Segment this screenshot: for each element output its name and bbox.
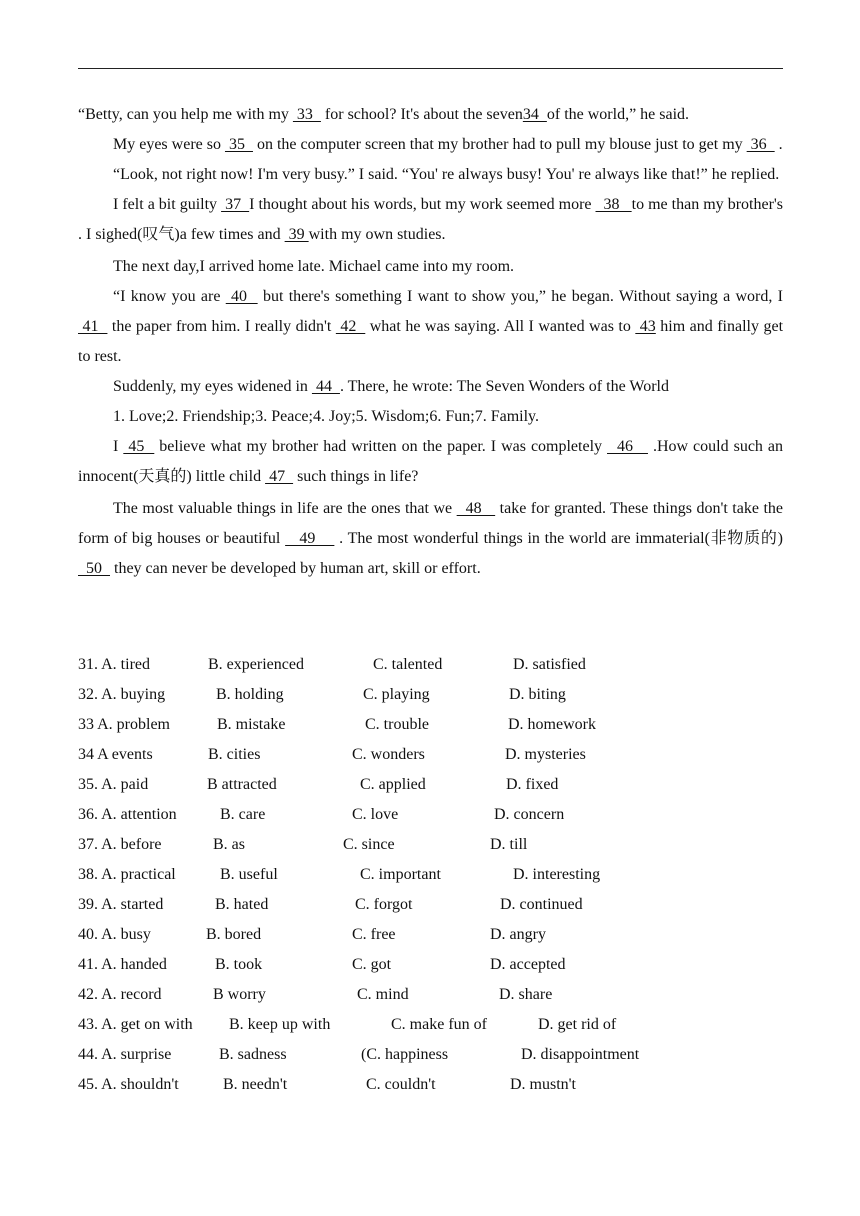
option-b: B. bored (206, 926, 262, 943)
text: . There, he wrote: The Seven Wonders of the World (339, 378, 669, 395)
paragraph-10 (78, 494, 783, 584)
blank-43: 43 (635, 318, 656, 335)
option-c: C. applied (360, 776, 426, 793)
option-row-37 (78, 830, 783, 860)
blank-38: 38 (595, 196, 632, 213)
option-d: D. mysteries (505, 746, 586, 763)
option-row-45 (78, 1070, 783, 1100)
blank-44: 44 (311, 378, 340, 395)
option-d: D. angry (490, 926, 546, 943)
text: such things in life? (293, 468, 419, 485)
option-b: B. holding (216, 686, 284, 703)
option-c: C. love (352, 806, 399, 823)
option-a: 42. A. record (78, 986, 162, 1003)
option-a: 36. A. attention (78, 806, 177, 823)
text: “I know you are (113, 288, 226, 305)
text: I (113, 438, 124, 455)
paragraph-3: “Look, not right now! I'm very busy.” I said. “You' re always busy! You' re always like that!” he replied. (113, 166, 780, 183)
option-c: C. make fun of (391, 1016, 487, 1033)
option-c: C. forgot (355, 896, 413, 913)
blank-50: 50 (78, 560, 110, 577)
option-a: 39. A. started (78, 896, 164, 913)
blank-36: 36 (746, 136, 775, 153)
option-b: B. care (220, 806, 266, 823)
option-b: B. mistake (217, 716, 286, 733)
option-c: C. important (360, 866, 441, 883)
option-d: D. homework (508, 716, 596, 733)
option-b: B attracted (207, 776, 277, 793)
option-d: D. mustn't (510, 1076, 576, 1093)
option-c: C. talented (373, 656, 443, 673)
blank-49: 49 (285, 530, 335, 547)
blank-48: 48 (456, 500, 496, 517)
option-d: D. biting (509, 686, 566, 703)
option-a: 33 A. problem (78, 716, 170, 733)
option-c: C. mind (357, 986, 409, 1003)
option-d: D. till (490, 836, 528, 853)
text: him and finally get to rest. (78, 318, 784, 365)
option-b: B worry (213, 986, 266, 1003)
option-c: C. got (352, 956, 392, 973)
option-c: C. since (343, 836, 395, 853)
blank-34: 34 (522, 106, 547, 123)
option-d: D. accepted (490, 956, 566, 973)
option-row-36 (78, 800, 783, 830)
option-b: B. cities (208, 746, 261, 763)
option-b: B. sadness (219, 1046, 287, 1063)
option-a: 34 A events (78, 746, 153, 763)
option-row-32 (78, 680, 783, 710)
option-d: D. concern (494, 806, 565, 823)
option-d: D. disappointment (521, 1046, 640, 1063)
option-b: B. needn't (223, 1076, 288, 1093)
paragraph-8: 1. Love;2. Friendship;3. Peace;4. Joy;5. Wisdom;6. Fun;7. Family. (113, 408, 540, 425)
blank-47: 47 (265, 468, 294, 485)
option-c: C. wonders (352, 746, 425, 763)
blank-41: 41 (78, 318, 108, 335)
blank-35: 35 (224, 136, 253, 153)
paragraph-1 (78, 100, 783, 130)
text: what he was saying. All I wanted was to (365, 318, 636, 335)
option-row-39 (78, 890, 783, 920)
option-a: 45. A. shouldn't (78, 1076, 179, 1093)
cloze-passage (78, 100, 783, 584)
option-row-44 (78, 1040, 783, 1070)
header-rule (78, 68, 783, 69)
text: I felt a bit guilty (113, 196, 222, 213)
text: . The most wonderful things in the world are immaterial(非物质的) (334, 530, 783, 547)
option-d: D. continued (500, 896, 583, 913)
text: “Betty, can you help me with my (78, 106, 293, 123)
option-b: B. hated (215, 896, 269, 913)
option-c: C. free (352, 926, 396, 943)
paragraph-5: The next day,I arrived home late. Michael came into my room. (113, 258, 515, 275)
text: My eyes were so (113, 136, 225, 153)
option-a: 44. A. surprise (78, 1046, 172, 1063)
option-c: C. trouble (365, 716, 429, 733)
text: take for granted. These things don't take the form of big houses or beautiful (78, 500, 784, 547)
paragraph-6 (78, 282, 783, 372)
option-d: D. interesting (513, 866, 601, 883)
blank-40: 40 (225, 288, 258, 305)
option-c: C. playing (363, 686, 430, 703)
option-b: B. keep up with (229, 1016, 331, 1033)
option-row-31 (78, 650, 783, 680)
text: with my own studies. (308, 226, 446, 243)
option-row-43 (78, 1010, 783, 1040)
option-row-40 (78, 920, 783, 950)
option-row-33 (78, 710, 783, 740)
text: Suddenly, my eyes widened in (113, 378, 312, 395)
text: The most valuable things in life are the ones that we (113, 500, 457, 517)
option-c: (C. happiness (361, 1046, 449, 1063)
blank-46: 46 (607, 438, 648, 455)
option-row-41 (78, 950, 783, 980)
blank-42: 42 (335, 318, 366, 335)
option-row-42 (78, 980, 783, 1010)
option-a: 31. A. tired (78, 656, 150, 673)
blank-39: 39 (284, 226, 309, 243)
blank-37: 37 (221, 196, 250, 213)
option-d: D. share (499, 986, 553, 1003)
text: of the world,” he said. (546, 106, 690, 123)
text: but there's something I want to show you,” he began. Without saying a word, I (257, 288, 784, 305)
paragraph-4 (78, 190, 783, 250)
option-d: D. get rid of (538, 1016, 617, 1033)
blank-45: 45 (123, 438, 155, 455)
option-b: B. took (215, 956, 263, 973)
option-a: 40. A. busy (78, 926, 151, 943)
text: on the computer screen that my brother had to pull my blouse just to get my (252, 136, 747, 153)
option-row-34 (78, 740, 783, 770)
text: to me than my brother's . I sighed(叹气)a few times and (78, 196, 784, 243)
option-b: B. experienced (208, 656, 304, 673)
option-a: 32. A. buying (78, 686, 166, 703)
paragraph-2 (78, 130, 783, 160)
option-row-35 (78, 770, 783, 800)
paragraph-9 (78, 432, 783, 492)
text: .How could such an innocent(天真的) little child (78, 438, 784, 485)
option-a: 37. A. before (78, 836, 162, 853)
option-d: D. satisfied (513, 656, 586, 673)
option-b: B. as (213, 836, 245, 853)
text: they can never be developed by human art, skill or effort. (110, 560, 481, 577)
text: . (774, 136, 783, 153)
option-c: C. couldn't (366, 1076, 436, 1093)
option-a: 35. A. paid (78, 776, 149, 793)
text: the paper from him. I really didn't (107, 318, 336, 335)
text: believe what my brother had written on the paper. I was completely (154, 438, 608, 455)
blank-33: 33 (292, 106, 321, 123)
option-a: 41. A. handed (78, 956, 167, 973)
option-a: 43. A. get on with (78, 1016, 193, 1033)
paragraph-7 (78, 372, 783, 402)
text: I thought about his words, but my work seemed more (249, 196, 596, 213)
option-b: B. useful (220, 866, 278, 883)
option-d: D. fixed (506, 776, 559, 793)
option-row-38 (78, 860, 783, 890)
option-a: 38. A. practical (78, 866, 176, 883)
answer-options (78, 650, 783, 1100)
text: for school? It's about the seven (320, 106, 523, 123)
